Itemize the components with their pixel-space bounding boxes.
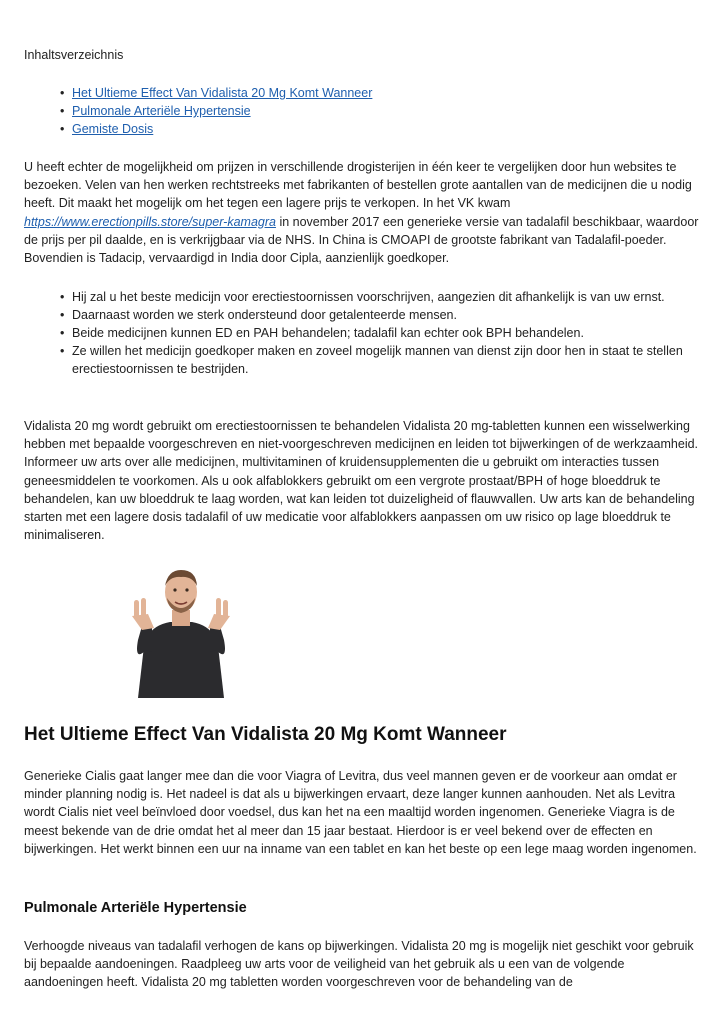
toc-title: Inhaltsverzeichnis bbox=[24, 48, 124, 62]
table-of-contents bbox=[24, 84, 372, 138]
list-item: • Ze willen het medicijn goedkoper maken en zoveel mogelijk mannen van dienst zijn door hen in staat te stellen erectiestoornissen te bestrijden. bbox=[72, 342, 720, 378]
list-item: • Hij zal u het beste medicijn voor erectiestoornissen voorschrijven, aangezien dit afhankelijk is van uw ernst. bbox=[72, 288, 720, 306]
bullet-list bbox=[24, 288, 720, 378]
section-heading: Het Ultieme Effect Van Vidalista 20 Mg Komt Wanneer bbox=[24, 724, 507, 745]
intro-link[interactable]: https://www.erectionpills.store/super-kamagra bbox=[24, 214, 276, 229]
subsection-heading: Pulmonale Arteriële Hypertensie bbox=[24, 900, 247, 916]
body-paragraph: Vidalista 20 mg wordt gebruikt om erectiestoornissen te behandelen Vidalista 20 mg-tabletten kunnen een wisselwerking hebben met bepaalde voorgeschreven en niet-voorgeschreven medicijnen en leiden tot bijwerkingen of de werkzaamheid. Informeer uw arts over alle medicijnen, multivitaminen of kruidensupplementen die u gebruikt om interacties tussen geneesmiddelen te voorkomen. Als u ook alfablokkers gebruikt om een vergrote prostaat/BPH of hoge bloeddruk te behandelen, kan uw bloeddruk te laag worden, wat kan leiden tot duizeligheid of flauwvallen. Uw arts kan de behandeling starten met een lagere dosis tadalafil of uw medicatie voor alfablokkers aanpassen om uw risico op lage bloeddruk te minimaliseren. bbox=[24, 419, 699, 543]
intro-text-start: U heeft echter de mogelijkheid om prijzen in verschillende drogisterijen in één keer te vergelijken door hun websites te bezoeken. Velen van hen werken rechtstreeks met fabrikanten of bestellen grote aantallen van de medicijnen die u nodig heeft. Dit maakt het mogelijk om het tegen een lagere prijs te verkopen. In het VK kwam bbox=[24, 160, 692, 211]
list-item: • Daarnaast worden we sterk ondersteund door getalenteerde mensen. bbox=[72, 306, 720, 324]
intro-paragraph bbox=[24, 158, 700, 267]
toc-item bbox=[72, 120, 372, 138]
toc-link-effect[interactable]: Het Ultieme Effect Van Vidalista 20 Mg Komt Wanneer bbox=[72, 86, 373, 100]
toc-link-gemiste-dosis[interactable]: Gemiste Dosis bbox=[72, 122, 154, 136]
toc-item bbox=[72, 102, 372, 120]
intro-text-end: in november 2017 een generieke versie van tadalafil beschikbaar, waardoor de prijs per pil daalde, en is verkrijgbaar via de NHS. In China is CMOAPI de grootste fabrikant van Tadalafil-poeder. Bovendien is Tadacip, vervaardigd in India door Cipla, aanzienlijk goedkoper. bbox=[24, 214, 699, 266]
list-item: • Beide medicijnen kunnen ED en PAH behandelen; tadalafil kan echter ook BPH behandelen. bbox=[72, 324, 720, 342]
man-photo bbox=[108, 566, 254, 698]
toc-item bbox=[72, 84, 372, 102]
toc-link-hypertensie[interactable]: Pulmonale Arteriële Hypertensie bbox=[72, 104, 251, 118]
subsection-paragraph: Verhoogde niveaus van tadalafil verhogen de kans op bijwerkingen. Vidalista 20 mg is mogelijk niet geschikt voor gebruik bij bepaalde aandoeningen. Raadpleeg uw arts voor de veiligheid van het gebruik als u een van de volgende aandoeningen heeft. Vidalista 20 mg tabletten worden voorgeschreven voor de behandeling van de bbox=[24, 939, 694, 990]
section-paragraph: Generieke Cialis gaat langer mee dan die voor Viagra of Levitra, dus veel mannen geven er de voorkeur aan omdat er minder planning nodig is. Het nadeel is dat als u bijwerkingen ervaart, deze langer kunnen aanhouden. Net als Levitra wordt Cialis niet veel beïnvloed door voedsel, dus kan het na een maaltijd worden ingenomen. Generieke Viagra is de meest bekende van de drie omdat het al meer dan 15 jaar bestaat. Hierdoor is er veel bekend over de effecten en bijwerkingen. Het werkt binnen een uur na inname van een tablet en kan het beste op een lege maag worden ingenomen. bbox=[24, 769, 697, 856]
